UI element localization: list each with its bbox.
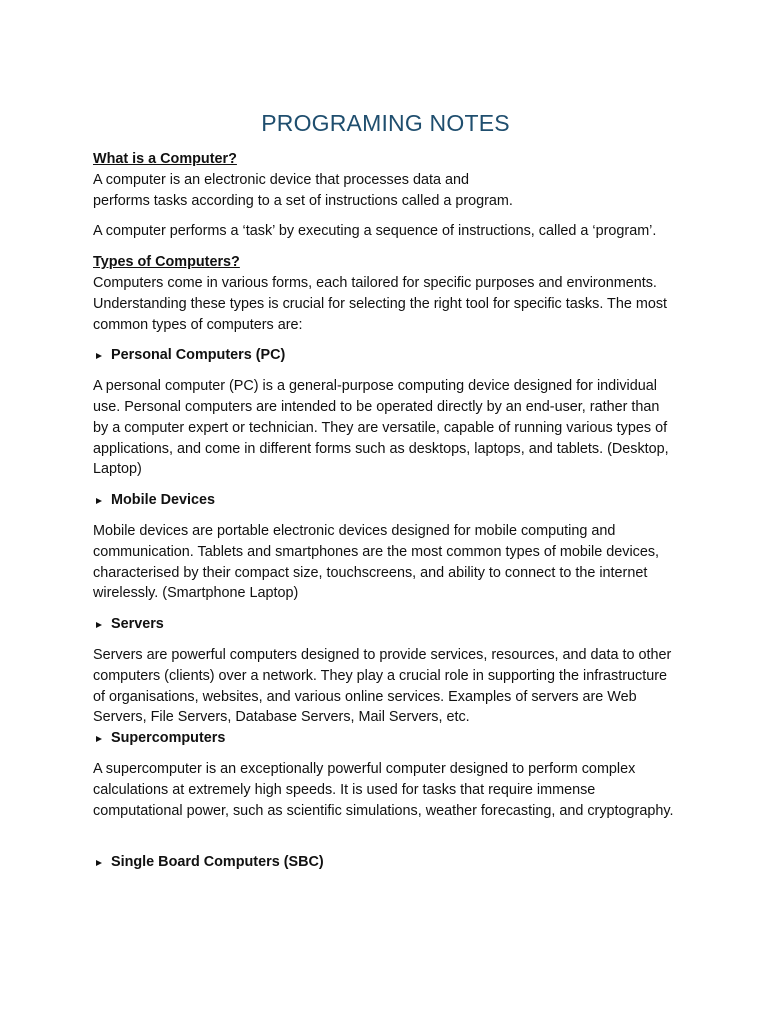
bullet-triangle-icon: [96, 622, 102, 628]
bullet-triangle-icon: [96, 860, 102, 866]
document-content: [93, 108, 678, 873]
type-description: A supercomputer is an exceptionally powerful computer designed to perform complex calculations at extremely high speeds. It is used for tasks that require immense computational power, such as scientific simulations, weather forecasting, and cryptography.: [93, 760, 674, 819]
spacer: [93, 480, 678, 490]
type-name: Mobile Devices: [111, 492, 215, 509]
type-description: Servers are powerful computers designed to provide services, resources, and data to other computers (clients) over a network. They play a crucial role in supporting the infrastructure of organisations, websites, and various online services. Examples of servers are Web Servers, File Servers, Database Servers, Mail Servers, etc.: [93, 646, 672, 726]
type-name: Servers: [111, 616, 164, 633]
spacer: [93, 366, 678, 376]
spacer: [93, 335, 678, 345]
type-heading-servers: [93, 614, 678, 635]
spacer: [93, 211, 678, 221]
paragraph: A computer performs a ‘task’ by executing a sequence of instructions, called a ‘program’.: [93, 223, 657, 240]
section-heading-what-is-computer: What is a Computer?: [93, 151, 237, 167]
type-name: Single Board Computers (SBC): [111, 854, 324, 871]
paragraph-line: A computer is an electronic device that processes data and: [93, 171, 469, 188]
spacer: [93, 749, 678, 759]
page-title: PROGRAMING NOTES: [261, 110, 510, 136]
spacer: [93, 821, 678, 852]
paragraph: Computers come in various forms, each tailored for specific purposes and environments.: [93, 274, 657, 291]
spacer: [93, 511, 678, 521]
type-description: Mobile devices are portable electronic devices designed for mobile computing and communication. Tablets and smartphones are the most common types of mobile devices, characterised by their compact size, touchscreens, and ability to connect to the internet wirelessly. (Smartphone Laptop): [93, 522, 660, 602]
bullet-triangle-icon: [96, 736, 102, 742]
spacer: [93, 604, 678, 614]
spacer: [93, 635, 678, 645]
paragraph-line: performs tasks according to a set of instructions called a program.: [93, 192, 513, 209]
section-heading-types-of-computers: Types of Computers?: [93, 254, 240, 271]
bullet-triangle-icon: [96, 353, 102, 359]
paragraph: Understanding these types is crucial for selecting the right tool for specific tasks. The most common types of computers are:: [93, 295, 668, 333]
type-name: Personal Computers (PC): [111, 347, 286, 364]
type-heading-pc: [93, 345, 678, 366]
spacer: [93, 242, 678, 252]
type-heading-sbc: [93, 852, 678, 873]
type-heading-mobile: [93, 490, 678, 511]
type-description: A personal computer (PC) is a general-purpose computing device designed for individual use. Personal computers are intended to be operated directly by an end-user, rather than by a computer expert or technician. They are versatile, capable of running various types of applications, and come in different forms such as desktops, laptops, and tablets. (Desktop, Laptop): [93, 378, 669, 478]
type-heading-supercomputers: [93, 728, 678, 749]
bullet-triangle-icon: [96, 498, 102, 504]
type-name: Supercomputers: [111, 730, 226, 747]
